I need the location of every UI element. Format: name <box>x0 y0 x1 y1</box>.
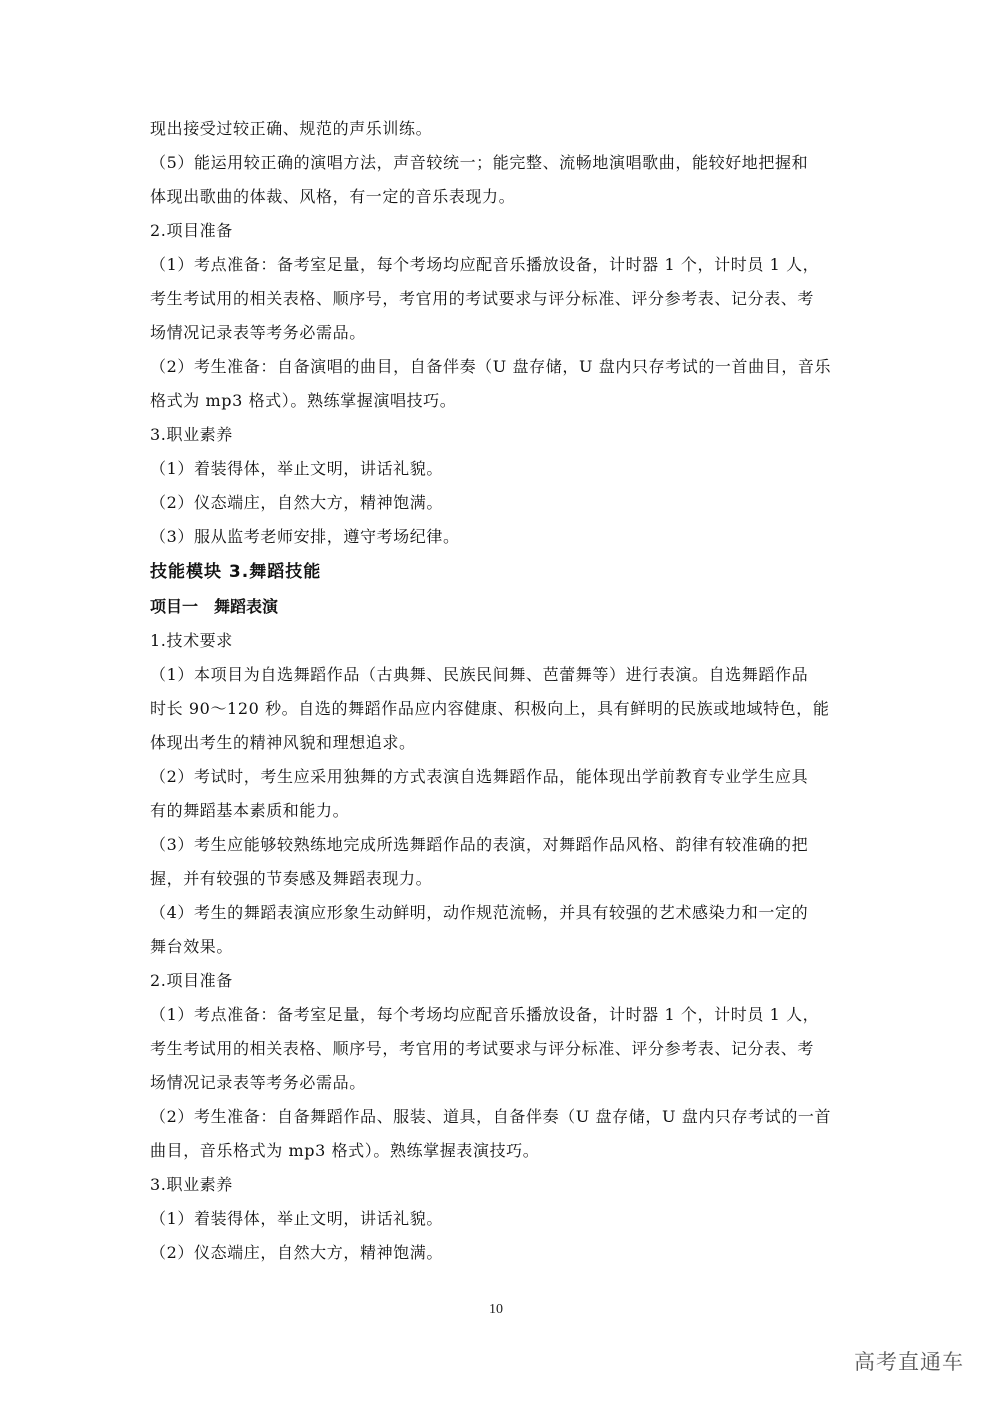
paragraph-line: （1）考点准备：备考室足量，每个考场均应配音乐播放设备，计时器 1 个，计时员 1 人， <box>150 1005 820 1024</box>
paragraph-line: 3.职业素养 <box>150 425 233 444</box>
paragraph-line: （2）考生准备：自备演唱的曲目，自备伴奏（U 盘存储，U 盘内只存考试的一首曲目，音乐 <box>150 357 832 376</box>
paragraph-line: 格式为 mp3 格式）。熟练掌握演唱技巧。 <box>150 391 457 410</box>
paragraph-line: 2.项目准备 <box>150 971 233 990</box>
paragraph-line: （1）本项目为自选舞蹈作品（古典舞、民族民间舞、芭蕾舞等）进行表演。自选舞蹈作品 <box>150 665 809 684</box>
paragraph-line: 场情况记录表等考务必需品。 <box>150 1073 366 1092</box>
paragraph-line: 握，并有较强的节奏感及舞蹈表现力。 <box>150 869 433 888</box>
paragraph-line: 考生考试用的相关表格、顺序号，考官用的考试要求与评分标准、评分参考表、记分表、考 <box>150 1039 815 1058</box>
paragraph-line: 曲目，音乐格式为 mp3 格式）。熟练掌握表演技巧。 <box>150 1141 540 1160</box>
paragraph-line: （1）考点准备：备考室足量，每个考场均应配音乐播放设备，计时器 1 个，计时员 1 人， <box>150 255 820 274</box>
paragraph-line: 现出接受过较正确、规范的声乐训练。 <box>150 119 433 138</box>
paragraph-line: （3）考生应能够较熟练地完成所选舞蹈作品的表演，对舞蹈作品风格、韵律有较准确的把 <box>150 835 809 854</box>
paragraph-line: （3）服从监考老师安排，遵守考场纪律。 <box>150 527 460 546</box>
paragraph-line: 3.职业素养 <box>150 1175 233 1194</box>
paragraph-line: （2）考生准备：自备舞蹈作品、服装、道具，自备伴奏（U 盘存储，U 盘内只存考试的一首 <box>150 1107 832 1126</box>
paragraph-line: 体现出歌曲的体裁、风格，有一定的音乐表现力。 <box>150 187 516 206</box>
paragraph-line: （5）能运用较正确的演唱方法，声音较统一；能完整、流畅地演唱歌曲，能较好地把握和 <box>150 153 809 172</box>
page-number: 10 <box>489 1302 503 1317</box>
paragraph-line: 2.项目准备 <box>150 221 233 240</box>
paragraph-line: 有的舞蹈基本素质和能力。 <box>150 801 350 820</box>
paragraph-line: （2）仪态端庄，自然大方，精神饱满。 <box>150 493 443 512</box>
paragraph-line: 时长 90～120 秒。自选的舞蹈作品应内容健康、积极向上，具有鲜明的民族或地域特色，能 <box>150 699 830 718</box>
paragraph-line: （4）考生的舞蹈表演应形象生动鲜明，动作规范流畅，并具有较强的艺术感染力和一定的 <box>150 903 809 922</box>
paragraph-line: （2）考试时，考生应采用独舞的方式表演自选舞蹈作品，能体现出学前教育专业学生应具 <box>150 767 809 786</box>
section-heading: 技能模块 3.舞蹈技能 <box>150 562 322 582</box>
paragraph-line: （2）仪态端庄，自然大方，精神饱满。 <box>150 1243 443 1262</box>
subsection-heading: 项目一 舞蹈表演 <box>150 597 279 616</box>
paragraph-line: 考生考试用的相关表格、顺序号，考官用的考试要求与评分标准、评分参考表、记分表、考 <box>150 289 815 308</box>
paragraph-line: 场情况记录表等考务必需品。 <box>150 323 366 342</box>
watermark-logo-text: 高考直通车 <box>854 1350 964 1374</box>
paragraph-line: （1）着装得体，举止文明，讲话礼貌。 <box>150 459 443 478</box>
paragraph-line: 体现出考生的精神风貌和理想追求。 <box>150 733 416 752</box>
document-body <box>150 112 850 1270</box>
paragraph-line: （1）着装得体，举止文明，讲话礼貌。 <box>150 1209 443 1228</box>
paragraph-line: 舞台效果。 <box>150 937 234 956</box>
paragraph-line: 1.技术要求 <box>150 631 233 650</box>
